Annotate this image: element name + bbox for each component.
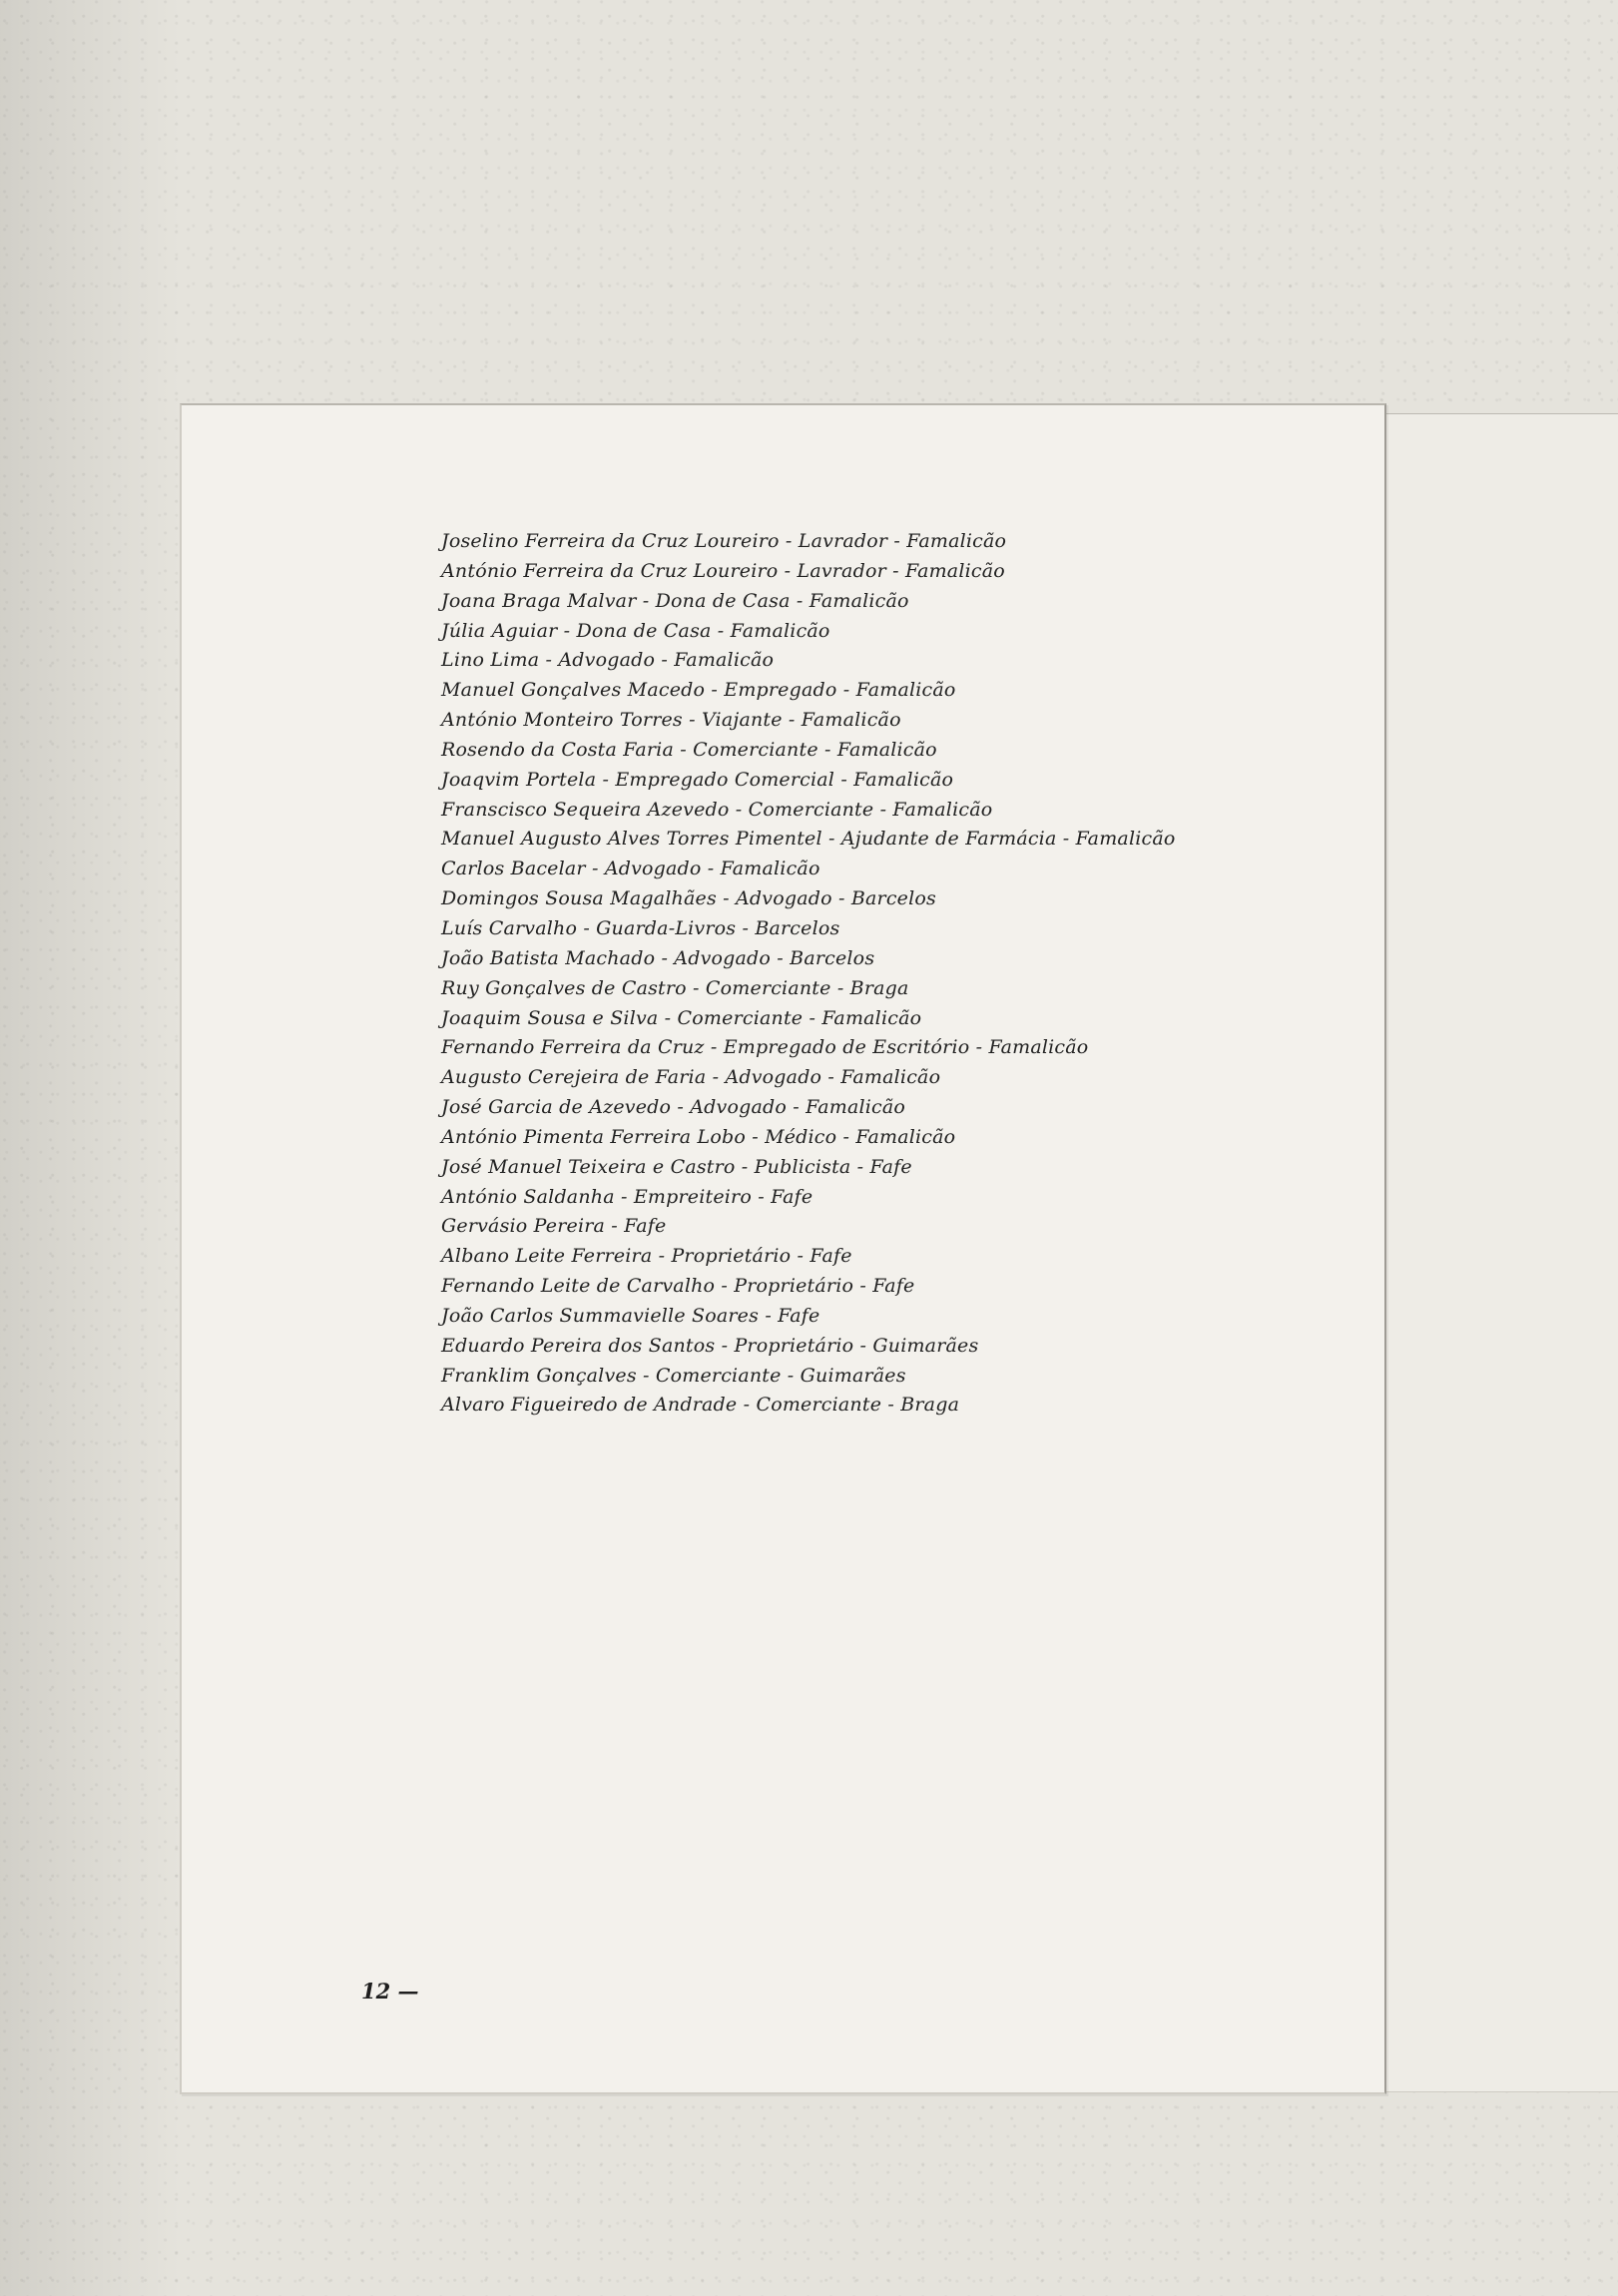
- name-list: [441, 527, 1340, 1421]
- list-item: Augusto Cerejeira de Faria - Advogado - Famalicão: [441, 1066, 941, 1089]
- list-item: João Carlos Summavielle Soares - Fafe: [441, 1304, 820, 1327]
- list-item: Manuel Gonçalves Macedo - Empregado - Famalicão: [441, 679, 956, 702]
- list-item: António Monteiro Torres - Viajante - Famalicão: [441, 709, 901, 732]
- list-item: António Ferreira da Cruz Loureiro - Lavrador - Famalicão: [441, 559, 1005, 582]
- list-item: José Garcia de Azevedo - Advogado - Famalicão: [441, 1096, 906, 1119]
- list-item: António Saldanha - Empreiteiro - Fafe: [441, 1185, 813, 1208]
- list-item: Luís Carvalho - Guarda-Livros - Barcelos: [441, 916, 840, 939]
- list-item: Albano Leite Ferreira - Proprietário - Fafe: [441, 1245, 852, 1268]
- list-item: Domingos Sousa Magalhães - Advogado - Barcelos: [441, 887, 936, 910]
- scan-shadow: [0, 0, 180, 2296]
- list-item: Fernando Leite de Carvalho - Proprietário - Fafe: [441, 1275, 915, 1298]
- list-item: Manuel Augusto Alves Torres Pimentel - Ajudante de Farmácia - Famalicão: [441, 828, 1176, 851]
- list-item: Júlia Aguiar - Dona de Casa - Famalicão: [441, 619, 830, 642]
- list-item: Joaquim Sousa e Silva - Comerciante - Famalicão: [441, 1006, 922, 1029]
- list-item: Gervásio Pereira - Fafe: [441, 1215, 667, 1238]
- list-item: Joselino Ferreira da Cruz Loureiro - Lavrador - Famalicão: [441, 530, 1007, 552]
- list-item: Joaqvim Portela - Empregado Comercial - Famalicão: [441, 768, 954, 791]
- list-item: Fernando Ferreira da Cruz - Empregado de Escritório - Famalicão: [441, 1036, 1089, 1059]
- list-item: Joana Braga Malvar - Dona de Casa - Famalicão: [441, 589, 909, 612]
- list-item: Eduardo Pereira dos Santos - Proprietário - Guimarães: [441, 1334, 979, 1357]
- list-item: Carlos Bacelar - Advogado - Famalicão: [441, 858, 820, 880]
- list-item: Franklim Gonçalves - Comerciante - Guimarães: [441, 1364, 906, 1387]
- list-item: Rosendo da Costa Faria - Comerciante - Famalicão: [441, 738, 937, 761]
- list-item: Lino Lima - Advogado - Famalicão: [441, 649, 775, 672]
- next-page-edge: [1385, 413, 1618, 2092]
- list-item: João Batista Machado - Advogado - Barcelos: [441, 946, 875, 969]
- list-item: António Pimenta Ferreira Lobo - Médico - Famalicão: [441, 1125, 956, 1148]
- list-item: Alvaro Figueiredo de Andrade - Comerciante - Braga: [441, 1394, 960, 1417]
- list-item: Franscisco Sequeira Azevedo - Comerciante - Famalicão: [441, 798, 993, 821]
- page-number: 12 —: [361, 1979, 419, 2004]
- list-item: Ruy Gonçalves de Castro - Comerciante - Braga: [441, 976, 909, 999]
- list-item: José Manuel Teixeira e Castro - Publicista - Fafe: [441, 1155, 912, 1178]
